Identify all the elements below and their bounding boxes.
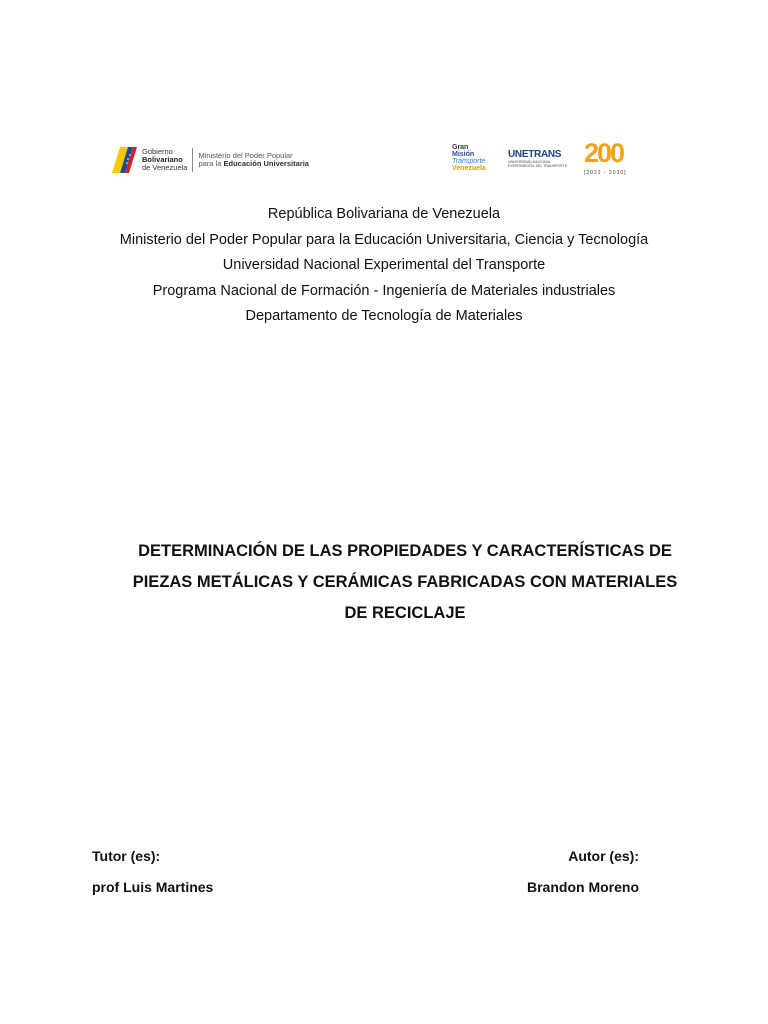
government-logo — [110, 140, 309, 180]
document-title — [100, 536, 710, 629]
anniversary-number: 200 — [584, 138, 624, 168]
author-label: Autor (es): — [568, 848, 639, 864]
gran-line: Misión — [452, 151, 475, 158]
title-line: DETERMINACIÓN DE LAS PROPIEDADES Y CARACTERÍSTICAS DE — [138, 542, 672, 560]
unetrans-title: UNETRANS — [508, 148, 562, 160]
institution-logos — [452, 136, 650, 180]
gov-line: Gobierno — [142, 147, 173, 156]
header-line: Universidad Nacional Experimental del Transporte — [222, 257, 546, 273]
title-line: DE RECICLAJE — [344, 604, 466, 622]
anniversary-range: [2022 - 2030] — [584, 170, 627, 176]
header-line: Departamento de Tecnología de Materiales — [245, 308, 523, 324]
title-line: PIEZAS METÁLICAS Y CERÁMICAS FABRICADAS CON MATERIALES — [132, 573, 678, 591]
anniversary-logo — [584, 136, 650, 180]
header-line: República Bolivariana de Venezuela — [267, 206, 501, 222]
tutor-label: Tutor (es): — [92, 848, 161, 864]
header-line: Ministerio del Poder Popular para la Educación Universitaria, Ciencia y Tecnología — [119, 231, 649, 248]
unetrans-subtitle: UNIVERSIDAD NACIONAL EXPERIMENTAL DEL TRANSPORTE — [508, 159, 568, 168]
gov-line: de Venezuela — [142, 163, 188, 172]
gran-line: Venezuela — [452, 165, 486, 172]
ministry-line: para la — [198, 159, 222, 168]
tutor-name: prof Luis Martines — [92, 879, 214, 895]
ministry-text — [193, 152, 308, 168]
institution-header — [0, 202, 768, 330]
gran-mision-transporte-logo — [452, 144, 500, 172]
unetrans-logo — [508, 149, 578, 168]
gran-line: Transporte — [452, 158, 486, 165]
ministry-line: Educación Universitaria — [223, 159, 309, 168]
gov-line: Bolivariano — [142, 155, 183, 164]
gov-text — [142, 148, 193, 172]
venezuela-flag-icon — [110, 143, 138, 177]
author-name: Brandon Moreno — [527, 879, 639, 895]
ministry-line: Ministerio del Poder Popular — [198, 151, 293, 160]
gran-line: Gran — [452, 144, 469, 151]
header-line: Programa Nacional de Formación - Ingeniería de Materiales industriales — [152, 282, 616, 299]
